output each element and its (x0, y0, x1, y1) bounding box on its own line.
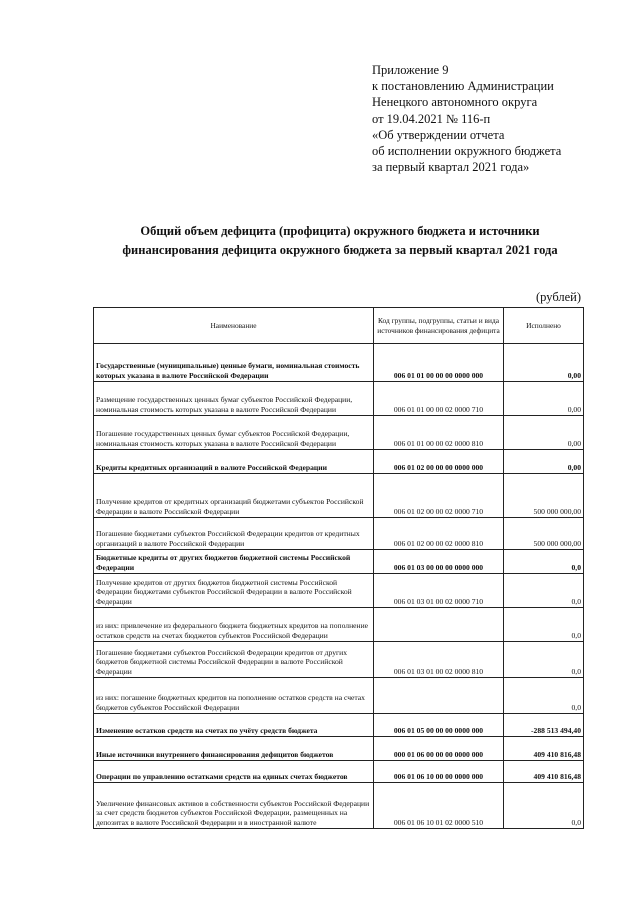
row-value: 0,00 (504, 450, 584, 474)
row-value: 0,0 (504, 550, 584, 574)
appendix-line: «Об утверждении отчета (372, 127, 505, 142)
row-value: 0,0 (504, 574, 584, 608)
row-value: 500 000 000,00 (504, 518, 584, 550)
table-row (94, 642, 584, 678)
appendix-line: за первый квартал 2021 года» (372, 160, 530, 175)
header-name: Наименование (94, 308, 374, 344)
row-code: 006 01 06 10 01 02 0000 510 (374, 783, 504, 829)
sources-table (93, 307, 584, 829)
table-row (94, 678, 584, 714)
table-row (94, 518, 584, 550)
row-name: Размещение государственных ценных бумаг субъектов Российской Федерации, номинальная стоимость которых указана в валюте Российской Федерации (94, 382, 374, 416)
row-name: Государственные (муниципальные) ценные бумаги, номинальная стоимость которых указана в валюте Российской Федерации (94, 344, 374, 382)
row-name: Увеличение финансовых активов в собственности субъектов Российской Федерации за счет средств бюджетов субъектов Российской Федерации, размещенных на депозитах в валюте Российской Федерации и в иностранной валюте (94, 783, 374, 829)
title-line-1: Общий объем дефицита (профицита) окружного бюджета и источники (140, 224, 540, 238)
row-name: Иные источники внутреннего финансирования дефицитов бюджетов (94, 737, 374, 761)
row-code: 000 01 06 00 00 00 0000 000 (374, 737, 504, 761)
appendix-line: Приложение 9 (372, 63, 449, 77)
row-value: 0,00 (504, 416, 584, 450)
row-value: 500 000 000,00 (504, 474, 584, 518)
table-row (94, 761, 584, 783)
row-code: 006 01 01 00 00 00 0000 000 (374, 344, 504, 382)
appendix-line: от 19.04.2021 № 116-п (372, 111, 491, 126)
row-code: 006 01 02 00 00 00 0000 000 (374, 450, 504, 474)
table-row (94, 608, 584, 642)
row-code: 006 01 03 00 00 00 0000 000 (374, 550, 504, 574)
header-code: Код группы, подгруппы, статьи и вида источников финансирования дефицита (374, 308, 504, 344)
table-row (94, 783, 584, 829)
row-code (374, 678, 504, 714)
row-value: 0,0 (504, 678, 584, 714)
table-row (94, 382, 584, 416)
row-code: 006 01 05 00 00 00 0000 000 (374, 714, 504, 737)
row-code: 006 01 01 00 00 02 0000 810 (374, 416, 504, 450)
row-name: Получение кредитов от других бюджетов бюджетной системы Российской Федерации бюджетами субъектов Российской Федерации в валюте Российской Федерации (94, 574, 374, 608)
title-line-2: финансирования дефицита окружного бюджета за первый квартал 2021 года (122, 243, 558, 257)
row-name: из них: погашение бюджетных кредитов на пополнение остатков средств на счетах бюджетов субъектов Российской Федерации (94, 678, 374, 714)
row-value: 409 410 816,48 (504, 737, 584, 761)
row-name: Погашение государственных ценных бумаг субъектов Российской Федерации, номинальная стоимость которых указана в валюте Российской Федерации (94, 416, 374, 450)
row-code (374, 608, 504, 642)
row-name: из них: привлечение из федерального бюджета бюджетных кредитов на пополнение остатков средств на счетах бюджетов субъектов Российской Федерации (94, 608, 374, 642)
row-name: Бюджетные кредиты от других бюджетов бюджетной системы Российской Федерации (94, 550, 374, 574)
row-code: 006 01 02 00 00 02 0000 710 (374, 474, 504, 518)
appendix-block (372, 62, 622, 175)
row-code: 006 01 02 00 00 02 0000 810 (374, 518, 504, 550)
table-row (94, 344, 584, 382)
document-title (100, 222, 580, 260)
row-name: Операции по управлению остатками средств на единых счетах бюджетов (94, 761, 374, 783)
row-value: 0,0 (504, 783, 584, 829)
table-row (94, 737, 584, 761)
row-code: 006 01 01 00 00 02 0000 710 (374, 382, 504, 416)
row-name: Кредиты кредитных организаций в валюте Российской Федерации (94, 450, 374, 474)
row-value: 0,0 (504, 608, 584, 642)
row-value: 0,00 (504, 382, 584, 416)
appendix-line: к постановлению Администрации (372, 79, 554, 94)
row-name: Погашение бюджетами субъектов Российской Федерации кредитов от других бюджетов бюджетной системы Российской Федерации в валюте Российской Федерации (94, 642, 374, 678)
row-name: Изменение остатков средств на счетах по учёту средств бюджета (94, 714, 374, 737)
table-row (94, 574, 584, 608)
row-code: 006 01 06 10 00 00 0000 000 (374, 761, 504, 783)
row-value: 0,00 (504, 344, 584, 382)
row-code: 006 01 03 01 00 02 0000 710 (374, 574, 504, 608)
row-name: Погашение бюджетами субъектов Российской Федерации кредитов от кредитных организаций в валюте Российской Федерации (94, 518, 374, 550)
header-value: Исполнено (504, 308, 584, 344)
table-row (94, 474, 584, 518)
appendix-line: об исполнении окружного бюджета (372, 144, 562, 159)
units-label: (рублей) (536, 290, 582, 304)
table-row (94, 550, 584, 574)
table-header-row (94, 308, 584, 344)
table-row (94, 450, 584, 474)
row-value: 0,0 (504, 642, 584, 678)
row-name: Получение кредитов от кредитных организаций бюджетами субъектов Российской Федерации в валюте Российской Федерации (94, 474, 374, 518)
table-row (94, 416, 584, 450)
row-value: 409 410 816,48 (504, 761, 584, 783)
row-code: 006 01 03 01 00 02 0000 810 (374, 642, 504, 678)
appendix-line: Ненецкого автономного округа (372, 95, 538, 110)
table-row (94, 714, 584, 737)
row-value: -288 513 494,40 (504, 714, 584, 737)
